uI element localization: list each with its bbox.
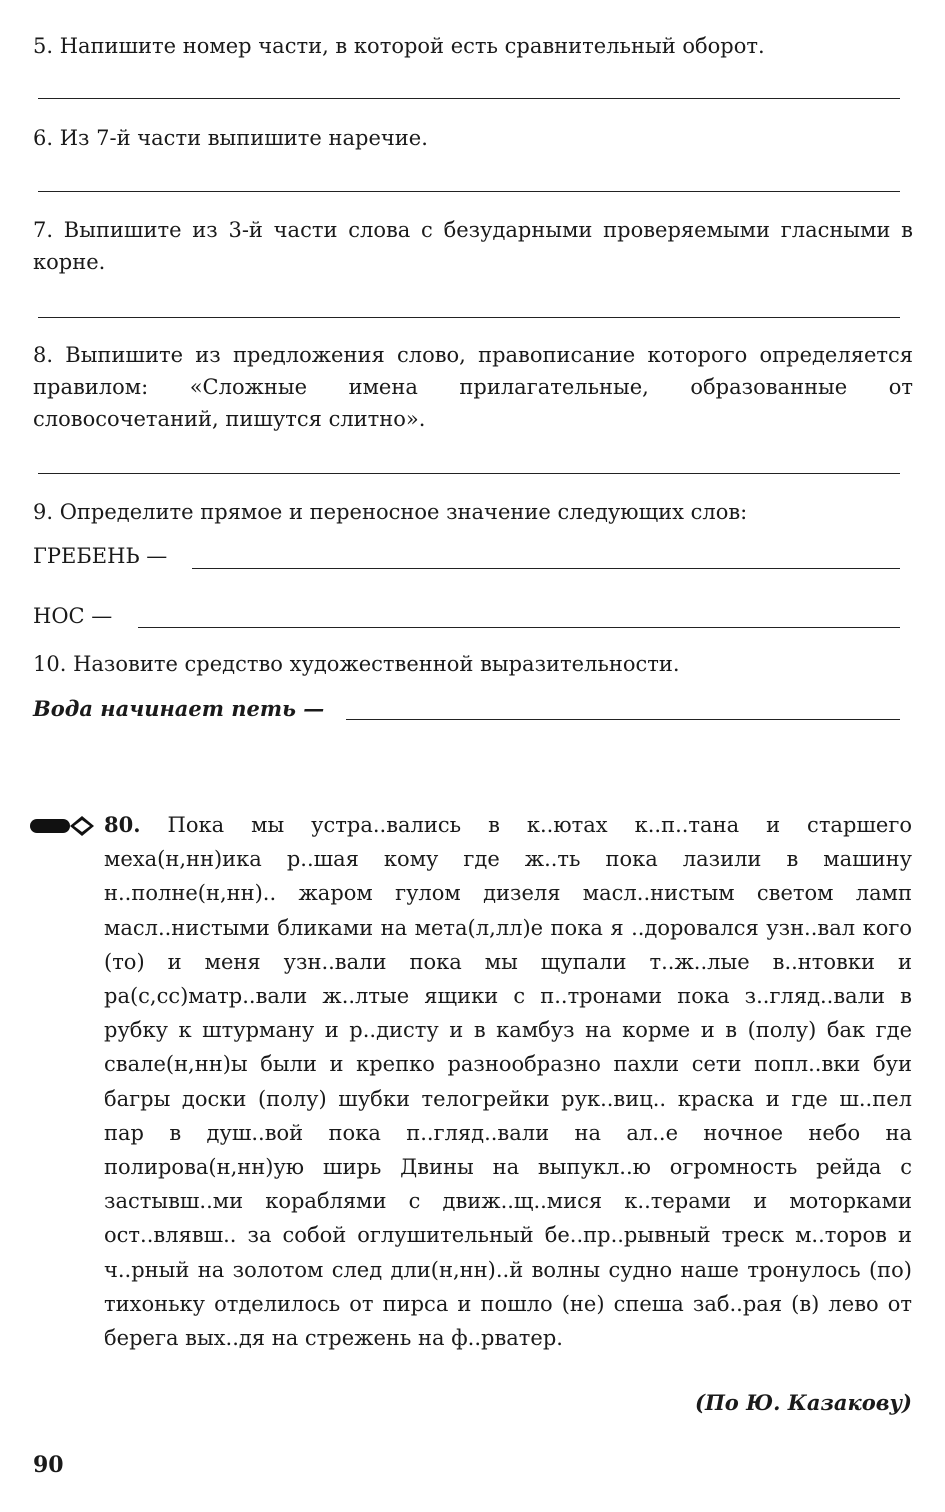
question-10: 10. Назовите средство художественной выразительности. xyxy=(33,652,680,676)
answer-line-nos[interactable] xyxy=(138,627,900,628)
question-6: 6. Из 7-й части выпишите наречие. xyxy=(33,126,428,150)
answer-line-5[interactable] xyxy=(38,98,900,99)
phrase-voda: Вода начинает петь — xyxy=(33,696,325,721)
question-5: 5. Напишите номер части, в которой есть сравнительный оборот. xyxy=(33,34,765,58)
exercise-number: 80. xyxy=(104,812,141,837)
question-8: 8. Выпишите из предложения слово, правописание которого определяется правилом: «Сложные имена прилагательные, образованные от словосочетаний, пишутся слитно». xyxy=(33,343,913,431)
exercise-marker-icon xyxy=(30,815,98,837)
word-nos: НОС — xyxy=(33,604,113,628)
page-number: 90 xyxy=(33,1452,64,1478)
answer-line-7[interactable] xyxy=(38,317,900,318)
exercise-text: Пока мы устра..вались в к..ютах к..п..тана и старшего меха(н,нн)ика р..шая кому где ж..ть пока лазили в машину н..полне(н,нн).. жаром гулом дизеля масл..нистым светом ламп масл..нистыми бликами на мета(л,лл)е пока я ..доровался узн..вал кого (то) и меня узн..вали пока мы щупали т..ж..лые в..нтовки и ра(с,сс)матр..вали ж..лтые ящики с п..тронами пока з..гляд..вали в рубку к штурману и р..дисту и в камбуз на корме и в (полу) бак где свале(н,нн)ы были и крепко разнообразно пахли сети попл..вки буи багры доски (полу) шубки телогрейки рук..виц.. краска и где ш..пел пар в душ..вой пока п..гляд..вали на ал..е ночное небо на полирова(н,нн)ую ширь Двины на выпукл..ю огромность рейда с застывш..ми кораблями с движ..щ..мися к..терами и моторками ост..влявш.. за собой оглушительный бе..пр..рывный треск м..торов и ч..рный на золотом след дли(н,нн)..й волны судно наше тронулось (по) тихоньку отделилось от пирса и пошло (не) спеша заб..рая (в) лево от берега вых..дя на стрежень на ф..рватер. xyxy=(104,813,912,1351)
question-7: 7. Выпишите из 3-й части слова с безударными проверяемыми гласными в корне. xyxy=(33,218,913,274)
answer-line-grebeny[interactable] xyxy=(192,568,900,569)
question-9: 9. Определите прямое и переносное значение следующих слов: xyxy=(33,500,748,524)
answer-line-6[interactable] xyxy=(38,191,900,192)
attribution: (По Ю. Казакову) xyxy=(695,1390,912,1415)
answer-line-8[interactable] xyxy=(38,473,900,474)
answer-line-10[interactable] xyxy=(346,719,900,720)
word-grebeny: ГРЕБЕНЬ — xyxy=(33,544,168,568)
exercise-80 xyxy=(104,808,912,1355)
